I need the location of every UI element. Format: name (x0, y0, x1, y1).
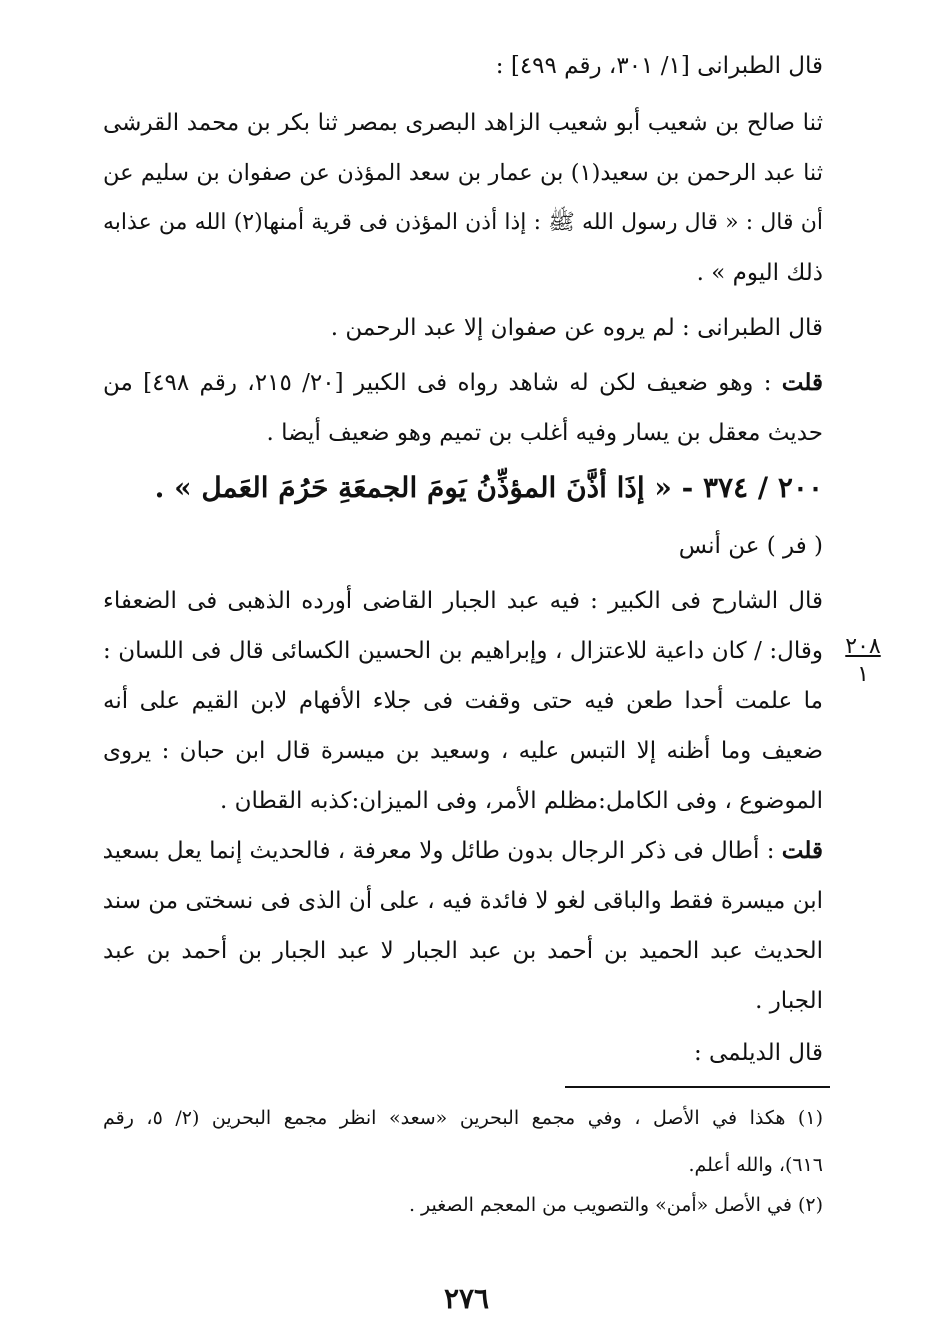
text-line-14: ضعيف وما أظنه إلا التبس عليه ، وسعيد بن ميسرة قال ابن حبان : يروى (103, 738, 823, 764)
text-line-17: ابن ميسرة فقط والباقى لغو لا فائدة فيه ، على أن الذى فى نسختى من سند (102, 888, 823, 914)
margin-reference-sub: ١ (857, 662, 869, 687)
text-line-19: الجبار . (755, 988, 823, 1014)
hadith-heading: ٢٠٠ / ٣٧٤ - « إذَا أذَّنَ المؤذِّنُ يَومَ الجمعَةِ حَرُمَ العَمل » . (154, 471, 823, 504)
text-line-12: وقال: / كان داعية للاعتزال ، وإبراهيم بن الحسين الكسائى قال فى اللسان : (103, 638, 823, 664)
text-line-10: ( فر ) عن أنس (678, 533, 823, 559)
footnote-1-cont: ٦١٦)، والله أعلم. (688, 1154, 823, 1176)
text-line-5: ذلك اليوم » . (696, 260, 823, 286)
page-number: ٢٧٦ (443, 1282, 490, 1315)
qult-label: قلت (781, 369, 823, 396)
text-line-16: قلت : أطال فى ذكر الرجال بدون طائل ولا معرفة ، فالحديث إنما يعل بسعيد (102, 837, 823, 864)
text-line-8: حديث معقل بن يسار وفيه أغلب بن تميم وهو ضعيف أيضا . (266, 420, 823, 446)
text-line-4: أن قال : « قال رسول الله ﷺ : إذا أذن المؤذن فى قرية أمنها(٢) الله من عذابه (103, 210, 823, 235)
text-line-1: قال الطبرانى [١/ ٣٠١، رقم ٤٩٩] : (495, 53, 823, 79)
text-line-15: الموضوع ، وفى الكامل:مظلم الأمر، وفى الميزان:كذبه القطان . (219, 788, 823, 814)
margin-reference (833, 633, 893, 689)
margin-reference-number: ٢٠٨ (845, 634, 881, 659)
text-line-2: ثنا صالح بن شعيب أبو شعيب الزاهد البصرى بمصر ثنا بكر بن محمد القرشى (103, 110, 823, 136)
footnote-1: (١) هكذا في الأصل ، وفي مجمع البحرين «سعد» انظر مجمع البحرين (٢/ ٥، رقم (103, 1107, 823, 1129)
text-line-3: ثنا عبد الرحمن بن سعيد(١) بن عمار بن سعد المؤذن عن صفوان بن سليم عن (103, 160, 823, 186)
text-line-7: قلت : وهو ضعيف لكن له شاهد رواه فى الكبير [٢٠/ ٢١٥، رقم ٤٩٨] من (103, 369, 823, 396)
text-line-18: الحديث عبد الحميد بن أحمد بن عبد الجبار لا عبد الجبار بن أحمد بن عبد (103, 938, 823, 964)
footnote-divider (565, 1086, 830, 1088)
qult-label: قلت (781, 837, 823, 864)
footnote-2: (٢) في الأصل «أمن» والتصويب من المعجم الصغير . (408, 1194, 823, 1216)
text-line-11: قال الشارح فى الكبير : فيه عبد الجبار القاضى أورده الذهبى فى الضعفاء (103, 588, 823, 614)
text-line-13: ما علمت أحدا طعن فيه حتى وقفت فى جلاء الأفهام لابن القيم على أنه (103, 688, 823, 714)
text-line-6: قال الطبرانى : لم يروه عن صفوان إلا عبد الرحمن . (330, 315, 823, 341)
text-line-20: قال الديلمى : (693, 1040, 823, 1066)
